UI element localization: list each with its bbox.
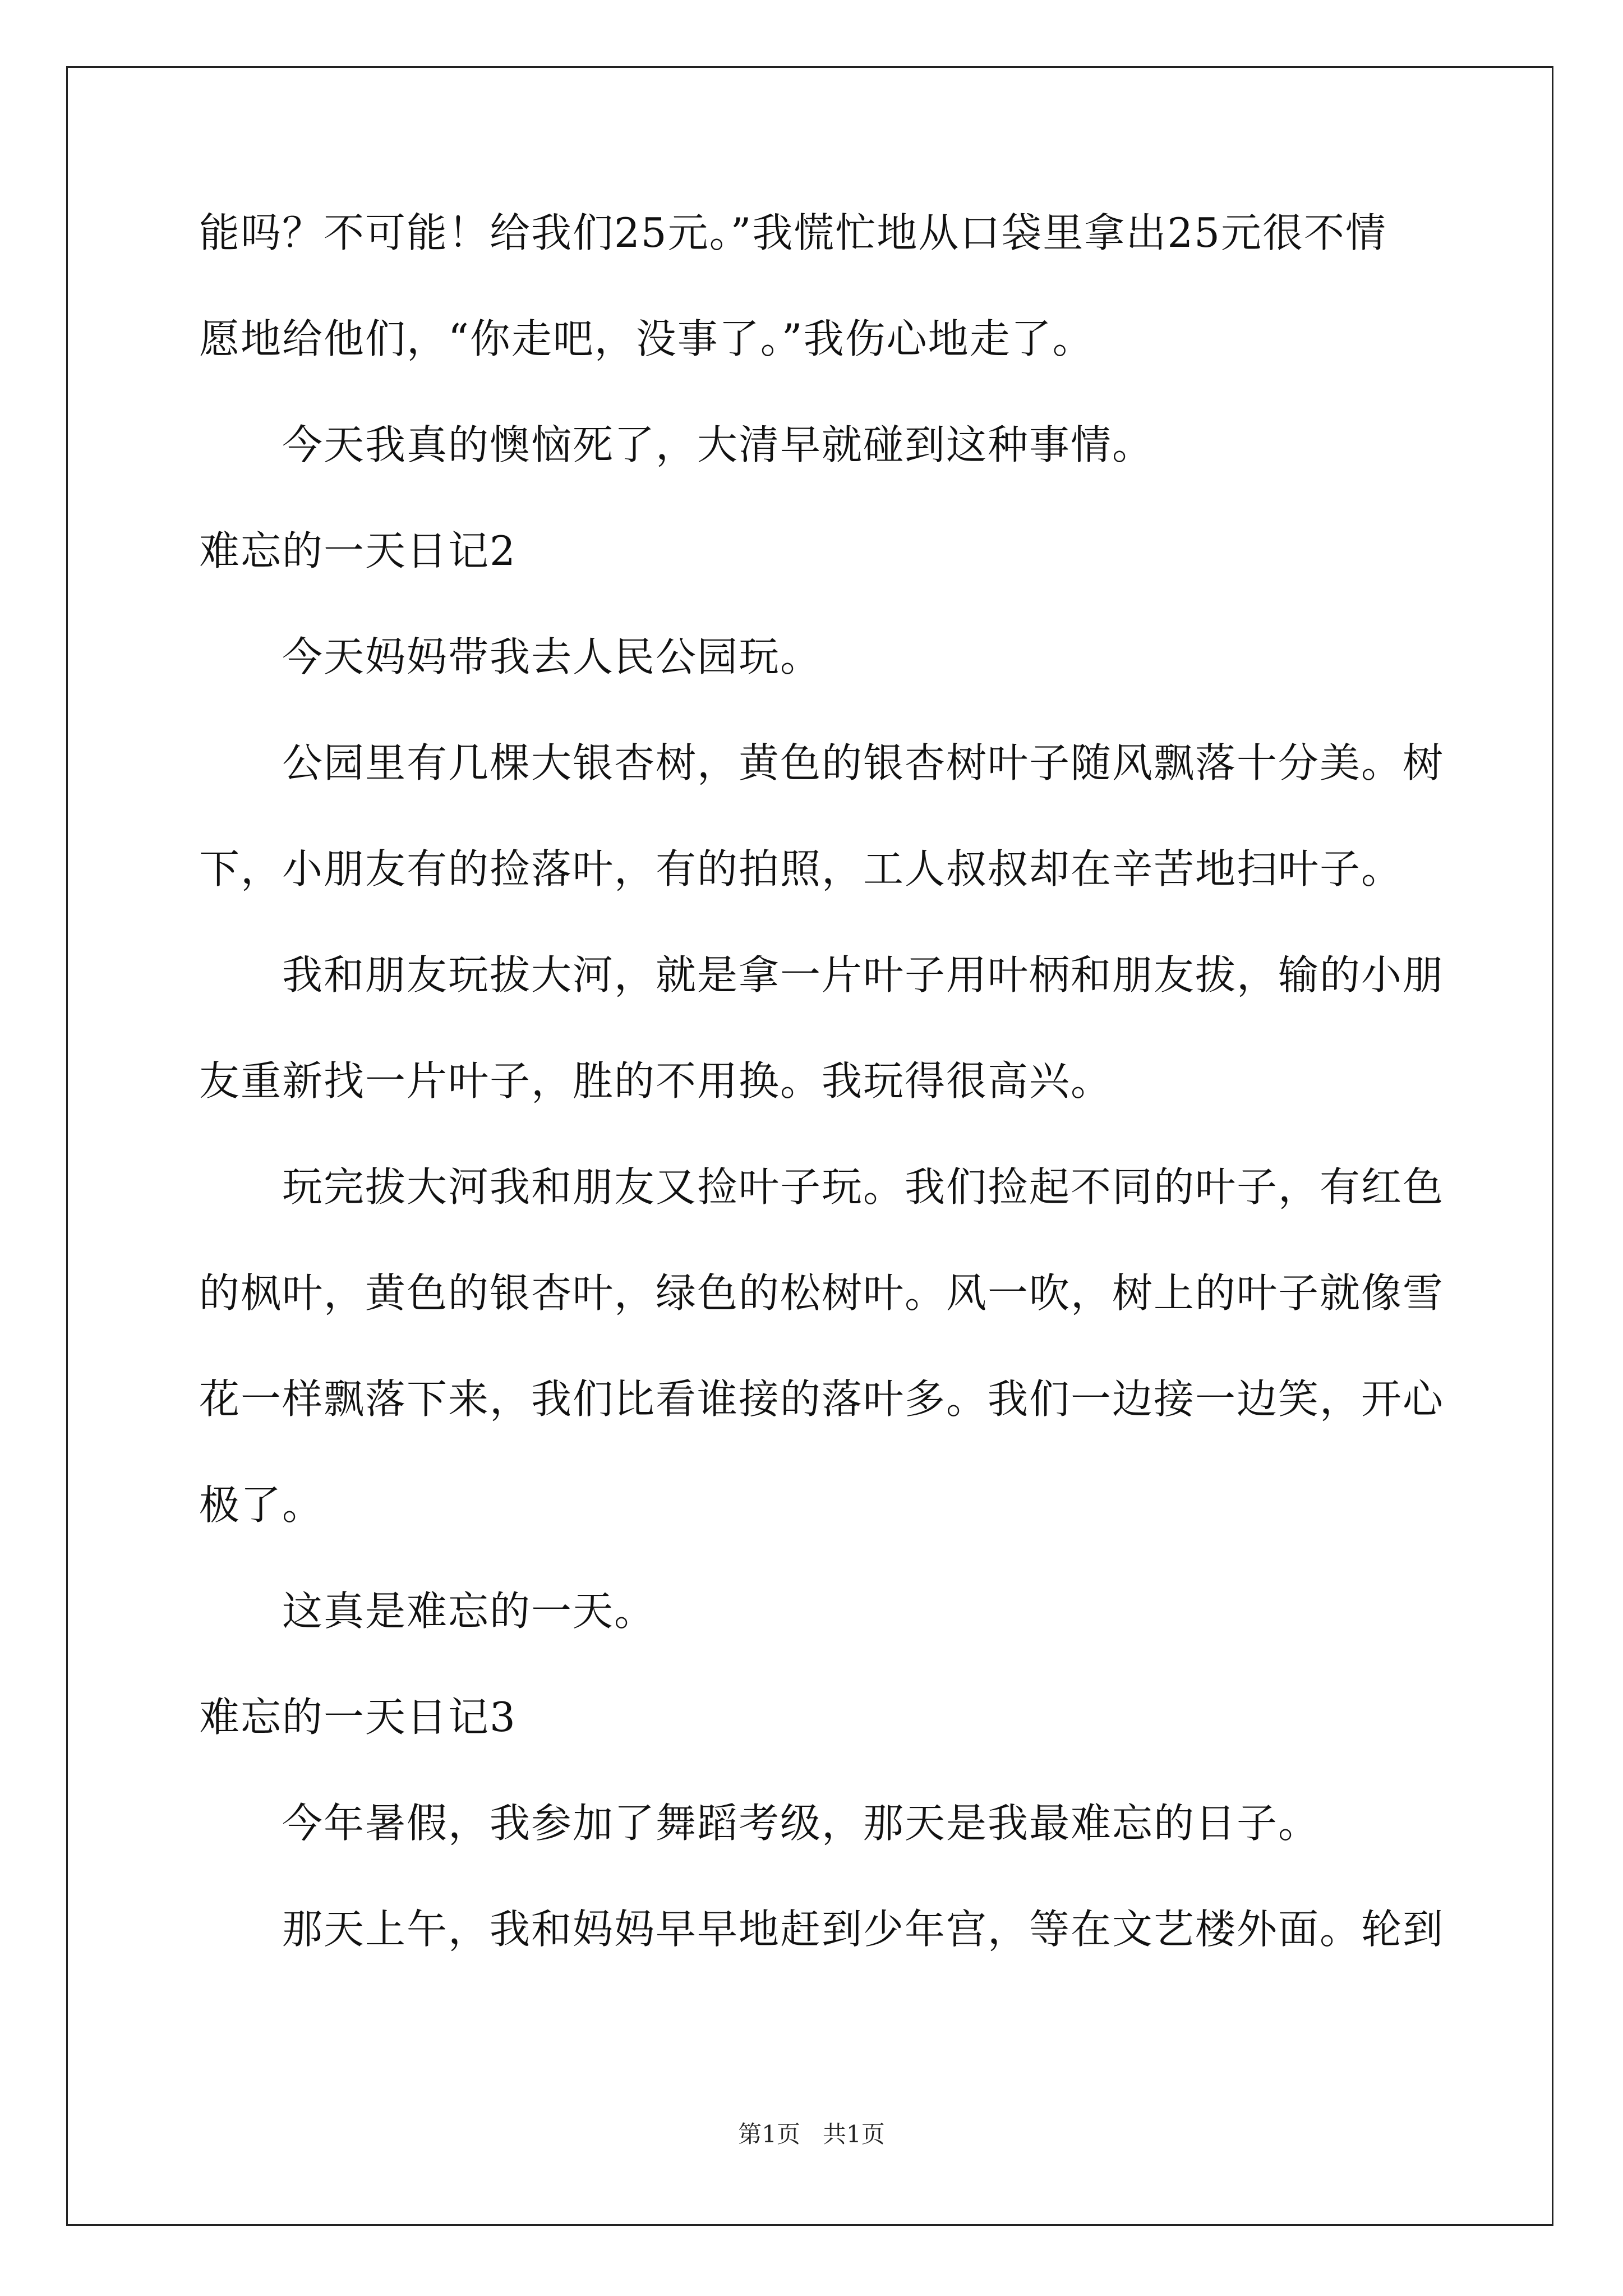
paragraph-line: 愿地给他们，“你走吧，没事了。”我伤心地走了。 (199, 315, 1094, 362)
paragraph-line: 那天上午，我和妈妈早早地赶到少年宫，等在文艺楼外面。轮到 (282, 1906, 1445, 1953)
page-border (66, 66, 1553, 2226)
paragraph-line: 的枫叶，黄色的银杏叶，绿色的松树叶。风一吹，树上的叶子就像雪 (199, 1269, 1445, 1317)
paragraph-line: 我和朋友玩拔大河，就是拿一片叶子用叶柄和朋友拔，输的小朋 (282, 951, 1445, 999)
paragraph-line: 这真是难忘的一天。 (282, 1588, 656, 1635)
paragraph-line: 今年暑假，我参加了舞蹈考级，那天是我最难忘的日子。 (282, 1800, 1320, 1847)
paragraph-line: 极了。 (199, 1481, 324, 1529)
paragraph-line: 下，小朋友有的捡落叶，有的拍照，工人叔叔却在辛苦地扫叶子。 (199, 845, 1403, 892)
paragraph-line: 公园里有几棵大银杏树，黄色的银杏树叶子随风飘落十分美。树 (282, 739, 1445, 786)
page-footer: 第1页 共1页 (738, 2120, 885, 2148)
paragraph-line: 今天妈妈带我去人民公园玩。 (282, 633, 822, 680)
paragraph-line: 玩完拔大河我和朋友又捡叶子玩。我们捡起不同的叶子，有红色 (282, 1163, 1445, 1211)
paragraph-line: 今天我真的懊恼死了，大清早就碰到这种事情。 (282, 421, 1154, 468)
paragraph-line: 能吗？不可能！给我们25元。”我慌忙地从口袋里拿出25元很不情 (199, 209, 1387, 256)
section-heading: 难忘的一天日记3 (199, 1694, 517, 1741)
section-heading: 难忘的一天日记2 (199, 527, 517, 574)
paragraph-line: 友重新找一片叶子，胜的不用换。我玩得很高兴。 (199, 1057, 1113, 1105)
paragraph-line: 花一样飘落下来，我们比看谁接的落叶多。我们一边接一边笑，开心 (199, 1375, 1445, 1423)
